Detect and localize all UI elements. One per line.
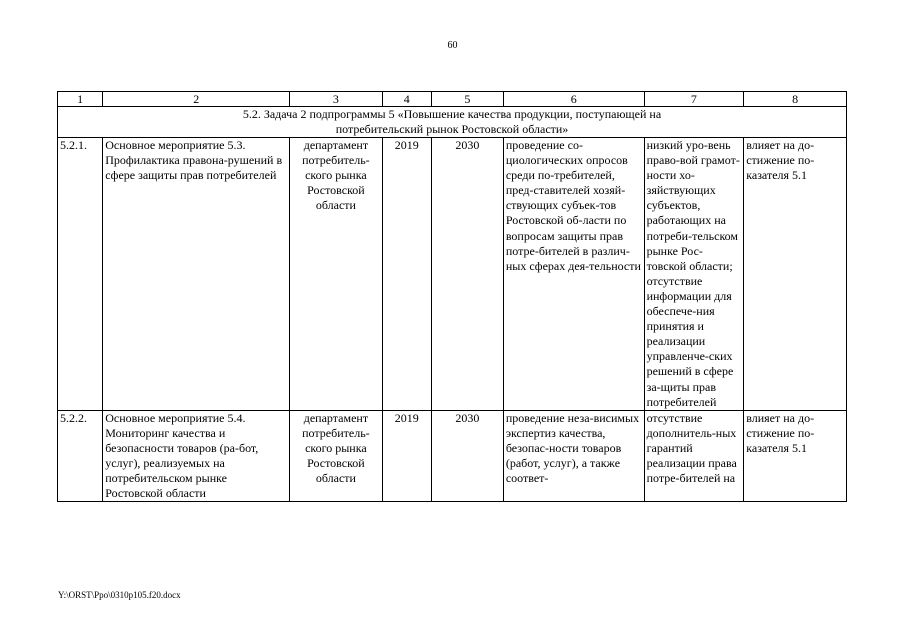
measures-table [57, 91, 847, 502]
section-title-text: 5.2. Задача 2 подпрограммы 5 «Повышение качества продукции, поступающей на потребительский рынок Ростовской области» [242, 107, 662, 136]
table-row [58, 138, 847, 411]
measure-name: Основное мероприятие 5.4. Мониторинг качества и безопасности товаров (ра-бот, услуг), реализуемых на потребительском рынке Ростовской области [103, 410, 290, 502]
table-row [58, 410, 847, 502]
consequences: низкий уро-вень право-вой грамот-ности хо-зяйствующих субъектов, работающих на потреби-тельском рынке Рос-товской области; отсутствие информации для обеспече-ния принятия и реализации управленче-ских решений в сфере за-щиты прав потребителей [644, 138, 744, 411]
expected-result: проведение неза-висимых экспертиз качества, безопас-ности товаров (работ, услуг), а также соответ- [503, 410, 644, 502]
consequences: отсутствие дополнитель-ных гарантий реализации права потре-бителей на [644, 410, 744, 502]
page-number: 60 [447, 40, 458, 51]
executor: департамент потребитель-ского рынка Ростовской области [290, 410, 382, 502]
start-year: 2019 [382, 410, 431, 502]
header-col-4: 4 [382, 92, 431, 107]
end-year: 2030 [431, 138, 503, 411]
header-row [58, 92, 847, 107]
indicator-link: влияет на до-стижение по-казателя 5.1 [744, 410, 847, 502]
header-col-3: 3 [290, 92, 382, 107]
end-year: 2030 [431, 410, 503, 502]
header-col-6: 6 [503, 92, 644, 107]
executor: департамент потребитель-ского рынка Ростовской области [290, 138, 382, 411]
section-row [58, 107, 847, 138]
start-year: 2019 [382, 138, 431, 411]
section-title [58, 107, 847, 138]
row-number: 5.2.1. [58, 138, 103, 411]
file-path: Y:\ORST\Ppo\0310p105.f20.docx [58, 590, 181, 600]
indicator-link: влияет на до-стижение по-казателя 5.1 [744, 138, 847, 411]
expected-result: проведение со-циологических опросов среди по-требителей, пред-ставителей хозяй-ствующих субъек-тов Ростовской об-ласти по вопросам защиты прав потре-бителей в различ-ных сферах дея-тельности [503, 138, 644, 411]
header-col-7: 7 [644, 92, 744, 107]
header-col-1: 1 [58, 92, 103, 107]
header-col-8: 8 [744, 92, 847, 107]
row-number: 5.2.2. [58, 410, 103, 502]
measure-name: Основное мероприятие 5.3. Профилактика правона-рушений в сфере защиты прав потребителей [103, 138, 290, 411]
header-col-5: 5 [431, 92, 503, 107]
header-col-2: 2 [103, 92, 290, 107]
